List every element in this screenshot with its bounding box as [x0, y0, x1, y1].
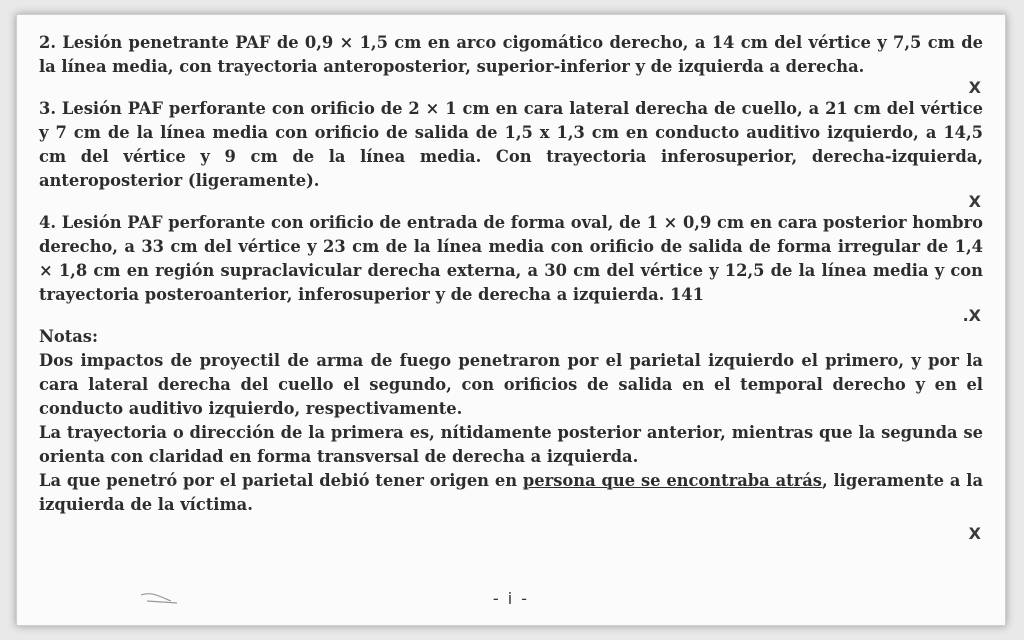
check-mark: X [968, 192, 981, 211]
injury-heading: 4. Lesión PAF perforante [39, 213, 266, 232]
notes-line-3 [39, 469, 983, 517]
injury-paragraph-4 [39, 211, 983, 307]
injury-heading: 3. Lesión PAF perforante [39, 99, 266, 118]
injury-paragraph-3 [39, 97, 983, 193]
injury-heading: 2. Lesión penetrante PAF [39, 33, 271, 52]
check-mark: X [968, 524, 981, 543]
notes-line-2: La trayectoria o dirección de la primera es, nítidamente posterior anterior, mientras que la segunda se orienta con claridad en forma transversal de derecha a izquierda. [39, 423, 983, 466]
injury-description: con orificio de 2 × 1 cm en cara lateral derecha de cuello, a 21 cm del vértice y 7 cm de la línea media con orificio de salida de 1,5 x 1,3 cm en conducto auditivo izquierdo, a 14,5 cm del vértice y 9 cm de la línea media. Con trayectoria inferosuperior, derecha-izquierda, anteroposterior (ligeramente). [39, 99, 983, 190]
underlined-phrase: persona que se encontraba atrás [522, 471, 822, 490]
injury-description: con orificio de entrada de forma oval, de 1 × 0,9 cm en cara posterior hombro derecho, a 33 cm del vértice y 23 cm de la línea media con orificio de salida de forma irregular de 1,4 × 1,8 cm en región supraclavicular derecha externa, a 30 cm del vértice y 12,5 de la línea media y con trayectoria posteroanterior, inferosuperior y de derecha a izquierda. 141 [39, 213, 983, 304]
page-number: - i - [492, 589, 530, 608]
injury-description: de 0,9 × 1,5 cm en arco cigomático derecho, a 14 cm del vértice y 7,5 cm de la línea media, con trayectoria anteroposterior, superior-inferior y de izquierda a derecha. [39, 33, 983, 76]
document-page [16, 14, 1006, 626]
notes-line-3-end: , ligeramente a la izquierda de la víctima. [39, 471, 983, 514]
notes-heading: Notas: [39, 327, 98, 346]
notes-line-3-start: La que penetró por el parietal debió tener origen en [39, 471, 523, 490]
check-mark: .X [962, 306, 981, 325]
notes-line-1: Dos impactos de proyectil de arma de fuego penetraron por el parietal izquierdo el primero, y por la cara lateral derecha del cuello el segundo, con orificios de salida en el temporal derecho y en el conducto auditivo izquierdo, respectivamente. [39, 351, 983, 418]
document-body [39, 31, 983, 543]
check-mark: X [968, 78, 981, 97]
injury-paragraph-2 [39, 31, 983, 79]
